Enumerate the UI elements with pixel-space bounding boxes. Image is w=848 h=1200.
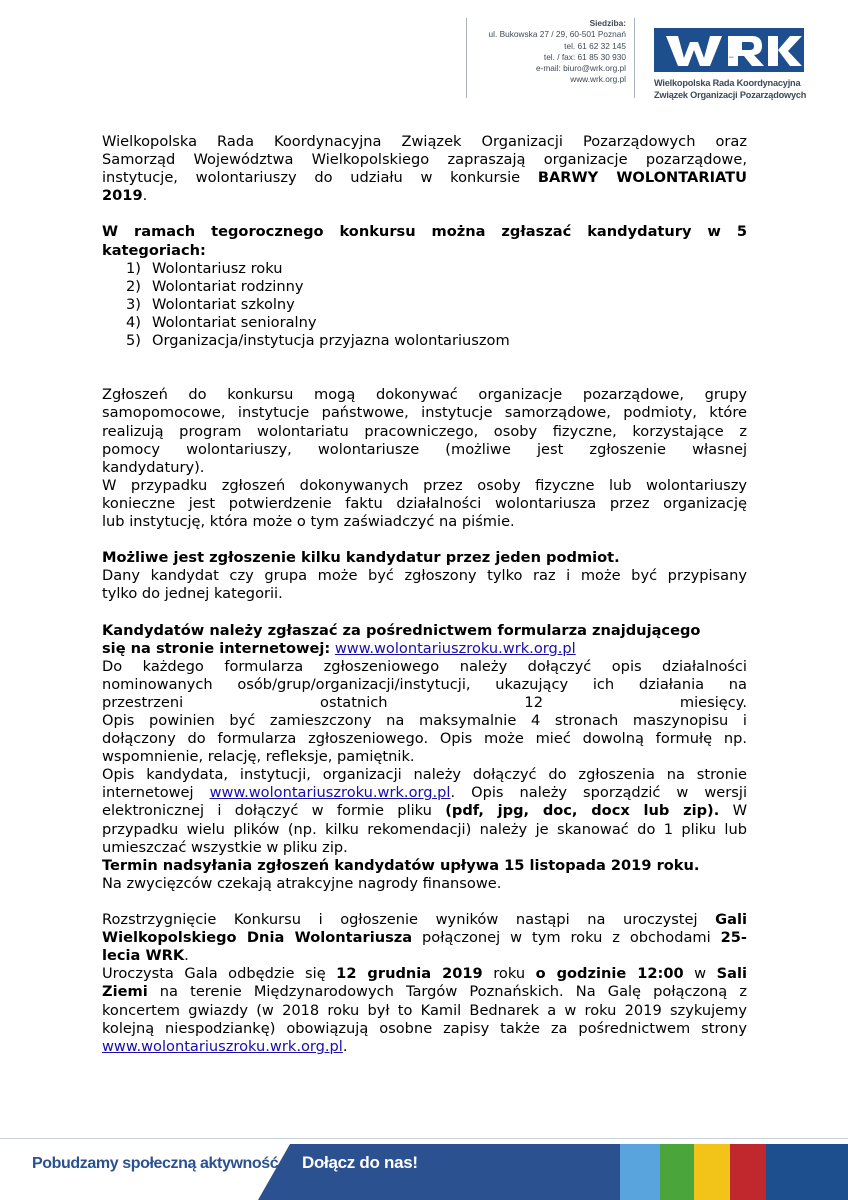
eligibility-line: W przypadku zgłoszeń dokonywanych przez osoby fizyczne lub wolontariuszy bbox=[102, 476, 747, 494]
color-stripe bbox=[620, 1144, 660, 1200]
gala-date: 12 grudnia 2019 bbox=[336, 965, 483, 983]
intro-line: Samorząd Województwa Wielkopolskiego zapraszają organizacje pozarządowe, bbox=[102, 151, 747, 169]
form-line: elektronicznej i dołączyć w formie pliku (pdf, jpg, doc, docx lub zip). W bbox=[102, 802, 748, 820]
gala-line: Uroczysta Gala odbędzie się 12 grudnia 2019 roku o godzinie 12:00 w Sali bbox=[102, 965, 747, 983]
color-stripe bbox=[766, 1144, 848, 1200]
list-item: 5) Organizacja/instytucja przyjazna wolontariuszom bbox=[126, 332, 510, 350]
wrk-logo bbox=[654, 28, 804, 72]
gala-line: Ziemi na terenie Międzynarodowych Targów Poznańskich. Na Galę połączoną z bbox=[102, 983, 747, 1001]
color-stripe bbox=[730, 1144, 766, 1200]
eligibility-line: Zgłoszeń do konkursu mogą dokonywać organizacje pozarządowe, grupy bbox=[102, 386, 747, 404]
email: e-mail: biuro@wrk.org.pl bbox=[535, 63, 626, 74]
gala-line: lecia WRK. bbox=[102, 947, 189, 965]
prizes: Na zwycięzców czekają atrakcyjne nagrody finansowe. bbox=[102, 874, 502, 892]
color-stripe bbox=[694, 1144, 730, 1200]
color-stripe bbox=[660, 1144, 694, 1200]
org-name-line1: Wielkopolska Rada Koordynacyjna bbox=[654, 78, 801, 88]
address-street: ul. Bukowska 27 / 29, 60-501 Poznań bbox=[488, 29, 626, 40]
form-line: wspomnienie, relację, refleksje, pamiętnik. bbox=[102, 748, 415, 766]
multiple-heading: Możliwe jest zgłoszenie kilku kandydatur przez jeden podmiot. bbox=[102, 549, 620, 567]
join-us-button[interactable]: Dołącz do nas! bbox=[302, 1153, 418, 1172]
gala-line: kolejną niespodziankę) obowiązują osobne zapisy także za pośrednictwem strony bbox=[102, 1019, 747, 1037]
gala-line: koncertem gwiazdy (w 2018 roku był to Kamil Bednarek a w roku 2019 szykujemy bbox=[102, 1001, 747, 1019]
file-formats: (pdf, jpg, doc, docx lub zip). bbox=[445, 802, 720, 820]
gala-line: Rozstrzygnięcie Konkursu i ogłoszenie wyników nastąpi na uroczystej Gali bbox=[102, 911, 747, 929]
form-line: przestrzeni ostatnich 12 miesięcy. bbox=[102, 693, 747, 711]
header-divider-right bbox=[634, 18, 635, 98]
form-line: Opis powinien być zamieszczony na maksymalnie 4 stronach maszynopisu i bbox=[102, 712, 747, 729]
letter-body bbox=[102, 133, 747, 1056]
gala-time: o godzinie 12:00 bbox=[535, 965, 684, 983]
fax: tel. / fax: 61 85 30 930 bbox=[543, 51, 626, 62]
form-link[interactable]: www.wolontariuszroku.wrk.org.pl bbox=[334, 639, 576, 657]
intro-line: instytucje, wolontariuszy do udziału w konkursie BARWY WOLONTARIATU bbox=[102, 169, 747, 187]
eligibility-line: pomocy wolontariuszy, wolontariusze (możliwe jest zgłoszenie własnej bbox=[102, 440, 747, 458]
list-item: 1) Wolontariusz roku bbox=[126, 259, 283, 277]
form-line: internetowej www.wolontariuszroku.wrk.org.pl. Opis należy sporządzić w wersji bbox=[102, 784, 747, 802]
list-item: 2) Wolontariat rodzinny bbox=[126, 277, 304, 295]
list-item: 3) Wolontariat szkolny bbox=[126, 295, 295, 313]
address-label: Siedziba: bbox=[589, 18, 626, 28]
categories-heading: kategoriach: bbox=[102, 241, 206, 259]
deadline: Termin nadsyłania zgłoszeń kandydatów upływa 15 listopada 2019 roku. bbox=[102, 856, 700, 874]
categories-heading: W ramach tegorocznego konkursu można zgłaszać kandydatury w 5 bbox=[102, 223, 747, 241]
eligibility-line: lub instytucję, która może o tym zaświadczyć na piśmie. bbox=[102, 512, 515, 530]
list-item: 4) Wolontariat senioralny bbox=[126, 313, 317, 331]
intro-line: Wielkopolska Rada Koordynacyjna Związek Organizacji Pozarządowych oraz bbox=[102, 133, 747, 150]
footer-slogan: Pobudzamy społeczną aktywność. bbox=[32, 1155, 283, 1172]
org-name-line2: Związek Organizacji Pozarządowych bbox=[654, 89, 807, 100]
intro-line: 2019. bbox=[102, 187, 148, 205]
gala-line: Wielkopolskiego Dnia Wolontariusza połączonej w tym roku z obchodami 25- bbox=[102, 929, 747, 947]
description-link[interactable]: www.wolontariuszroku.wrk.org.pl bbox=[209, 784, 451, 802]
form-line: umieszczać wszystkie w pliku zip. bbox=[102, 838, 348, 856]
form-heading: Kandydatów należy zgłaszać za pośrednictwem formularza znajdującego bbox=[102, 621, 701, 639]
phone: tel. 61 62 32 145 bbox=[564, 40, 626, 51]
eligibility-line: kandydatury). bbox=[102, 458, 205, 476]
form-line: dołączony do formularza zgłoszeniowego. Opis może mieć dowolną formułę np. bbox=[102, 730, 747, 748]
org-name bbox=[654, 78, 806, 101]
form-line: Do każdego formularza zgłoszeniowego należy dołączyć opis działalności bbox=[102, 657, 747, 675]
eligibility-line: konieczne jest potwierdzenie faktu działalności wolontariusza przez organizację bbox=[102, 494, 747, 512]
contest-name: BARWY WOLONTARIATU bbox=[537, 169, 747, 187]
logo-text: WRK bbox=[729, 57, 734, 59]
form-line: przypadku wielu plików (np. kilku rekomendacji) należy je skanować do 1 pliku lub bbox=[102, 820, 747, 838]
gala-link[interactable]: www.wolontariuszroku.wrk.org.pl bbox=[102, 1037, 343, 1055]
eligibility-line: samopomocowe, instytucje państwowe, instytucje samorządowe, podmioty, które bbox=[102, 404, 747, 422]
contact-block bbox=[468, 18, 626, 86]
form-heading: się na stronie internetowej: www.wolontariuszroku.wrk.org.pl bbox=[102, 639, 576, 657]
multiple-line: tylko do jednej kategorii. bbox=[102, 585, 283, 603]
contest-year: 2019 bbox=[102, 187, 143, 205]
form-line: nominowanych osób/grup/organizacji/instytucji, ukazujący ich działania na bbox=[102, 675, 747, 693]
website: www.wrk.org.pl bbox=[570, 74, 626, 85]
form-line: Opis kandydata, instytucji, organizacji należy dołączyć do zgłoszenia na stronie bbox=[102, 766, 747, 784]
categories-list bbox=[102, 260, 747, 350]
header-divider-left bbox=[466, 18, 467, 98]
gala-line: www.wolontariuszroku.wrk.org.pl. bbox=[102, 1037, 348, 1055]
eligibility-line: realizują program wolontariatu pracowniczego, osoby fizyczne, korzystające z bbox=[102, 422, 747, 440]
multiple-line: Dany kandydat czy grupa może być zgłoszony tylko raz i może być przypisany bbox=[102, 567, 747, 585]
